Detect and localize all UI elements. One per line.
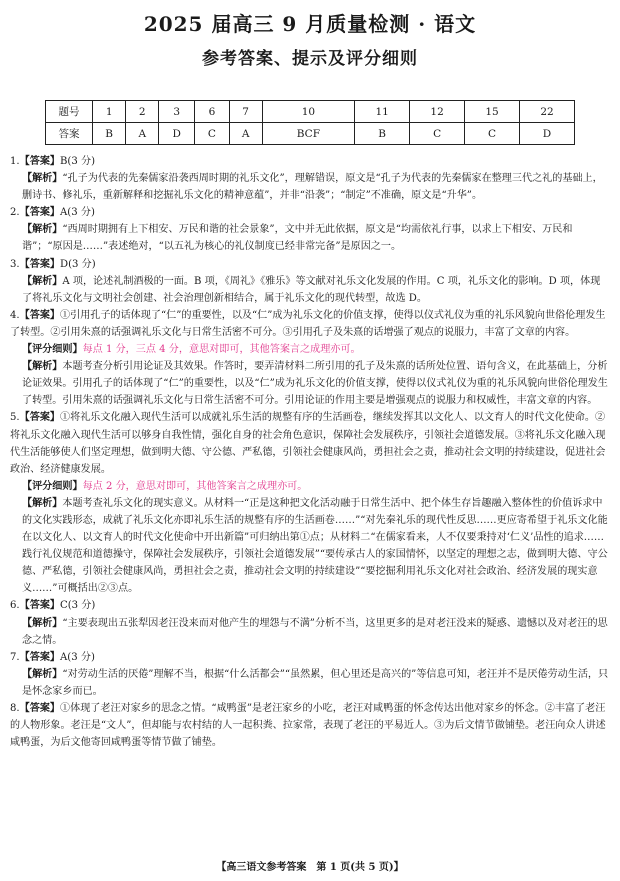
answer-line bbox=[10, 204, 610, 221]
answer-cell: B bbox=[93, 123, 126, 145]
row-label-answer: 答案 bbox=[46, 123, 93, 145]
answer-table-number-row bbox=[46, 101, 575, 123]
question-number-label: 3. bbox=[10, 258, 20, 270]
section-tag: 【答案】 bbox=[19, 309, 61, 321]
section-text: ①引用孔子的话体现了“仁”的重要性，以及“仁”成为礼乐文化的价值支撑，使得以仪式礼仪为重的礼乐风貌向世俗伦理发生了转型。②引用朱熹的话强调礼乐文化与日常生活密不可分。③引用孔子及朱熹的话增强了观点的说服力，丰富了文章的内容。 bbox=[10, 309, 606, 338]
question-number: 15 bbox=[465, 101, 520, 123]
question-number-label: 1. bbox=[10, 156, 20, 167]
explanation-paragraph bbox=[10, 341, 610, 358]
question-number-label: 8. bbox=[10, 703, 20, 714]
section-text: B(3 分) bbox=[60, 156, 96, 167]
section-tag: 【解析】 bbox=[22, 224, 63, 236]
page-subtitle: 参考答案、提示及评分细则 bbox=[202, 49, 418, 69]
answer-cell: D bbox=[520, 123, 575, 145]
question-number: 6 bbox=[195, 101, 230, 123]
answer-line bbox=[10, 409, 610, 477]
question-number-label: 2. bbox=[10, 207, 20, 219]
page-title: 2025 届高三 9 月质量检测 · 语文 bbox=[143, 12, 477, 36]
section-tag: 【解析】 bbox=[22, 275, 63, 287]
section-tag: 【答案】 bbox=[19, 258, 61, 270]
page-footer: 【高三语文参考答案 第 1 页(共 5 页)】 bbox=[216, 862, 404, 873]
answer-explanations bbox=[10, 153, 610, 751]
question-number: 2 bbox=[126, 101, 159, 123]
section-text: ①将礼乐文化融入现代生活可以成就礼乐生活的规整有序的生活画卷，继续发挥其以文化人、以文育人的时代文化使命。②将礼乐文化融入现代生活可以够身自我性情，强化自身的社会角色意识，保障社会发展秩序，引领社会道德发展。③将礼乐文化融入现代生活能够使人们坚定理想，做到明大德、守公德、严私德，引领社会健康风尚，勇担社会之责，推动社会文明的持续建设，促进社会政治、经济健康发展。 bbox=[10, 412, 606, 475]
question-number: 10 bbox=[262, 101, 355, 123]
section-text: “孔子为代表的先秦儒家沿袭西周时期的礼乐文化”，理解错误，原文是“孔子为代表的先秦儒家在整理三代之礼的基础上，删诗书、修礼乐，重新解释和挖掘礼乐文化的精神意蕴”，并非“沿袭”；“制定”不准确，原文是“升华”。 bbox=[22, 173, 603, 202]
question-number: 3 bbox=[159, 101, 195, 123]
answer-cell: C bbox=[195, 123, 230, 145]
section-tag: 【解析】 bbox=[22, 617, 63, 629]
section-text: 每点 1 分，三点 4 分，意思对即可，其他答案言之成理亦可。 bbox=[82, 344, 361, 356]
answer-cell: C bbox=[465, 123, 520, 145]
answer-cell: B bbox=[355, 123, 410, 145]
explanation-paragraph bbox=[10, 666, 610, 700]
question-number: 1 bbox=[93, 101, 126, 123]
explanation-paragraph bbox=[10, 478, 610, 495]
section-text: “对劳动生活的厌倦”理解不当，根据“什么活都会”“虽然累，但心里还是高兴的”等信息可知，老汪并不是厌倦劳动生活，只是怀念家乡而已。 bbox=[22, 668, 609, 697]
section-text: C(3 分) bbox=[60, 600, 96, 612]
question-number: 11 bbox=[355, 101, 410, 123]
answer-table bbox=[45, 100, 575, 145]
explanation-paragraph bbox=[10, 273, 610, 307]
section-text: “西周时期拥有上下相安、万民和谐的社会景象”，文中并无此依据，原文是“均需依礼行事，以求上下相安、万民和谐”；“原因是……”表述绝对，“以五礼为核心的礼仪制度已经非常完备”是原因之一。 bbox=[22, 224, 573, 253]
answer-cell: A bbox=[229, 123, 262, 145]
section-text: A(3 分) bbox=[60, 651, 95, 663]
section-tag: 【答案】 bbox=[19, 651, 61, 663]
section-text: ①体现了老汪对家乡的思念之情。“咸鸭蛋”是老汪家乡的小吃，老汪对咸鸭蛋的怀念传达出他对家乡的怀念。②丰富了老汪的人物形象。老汪是“文人”，但却能与农村结的人一起积粪、拉家常，表现了老汪的平易近人。③为后文情节做铺垫。老汪向众人讲述咸鸭蛋，为后文他寄回咸鸭蛋等情节做了铺垫。 bbox=[10, 703, 606, 749]
answer-line bbox=[10, 649, 610, 666]
explanation-paragraph bbox=[10, 615, 610, 649]
section-text: D(3 分) bbox=[60, 258, 96, 270]
answer-line bbox=[10, 597, 610, 614]
section-tag: 【答案】 bbox=[19, 600, 61, 612]
question-number: 7 bbox=[229, 101, 262, 123]
answer-table-answer-row bbox=[46, 123, 575, 145]
question-number-label: 4. bbox=[10, 309, 20, 321]
explanation-paragraph bbox=[10, 495, 610, 598]
section-tag: 【评分细则】 bbox=[22, 344, 83, 356]
question-number: 22 bbox=[520, 101, 575, 123]
section-text: 本题考查礼乐文化的现实意义。从材料一“正是这种把文化活动融于日常生活中、把个体生存旨趣融入整体性的价值诉求中的文化实践形态，成就了礼乐文化亦即礼乐生活的规整有序的生活画卷……”“对先秦礼乐的现代性反思……更应寄希望于礼乐文化能在以文化人、以文育人的时代文化使命中开出新篇”可归纳出第①点；从材料二“在儒家看来，人不仅要秉持对‘仁义’品性的追求……践行礼仪规范和道德操守，保障社会发展秩序，引领社会道德发展”“要传承古人的家国情怀，以坚定的理想之志，做到明大德、守公德、严私德，引领社会健康风尚，勇担社会之责，推动社会文明的持续建设”“要挖掘利用礼乐文化对社会政治、经济发展的现实意义……”可概括出②③点。 bbox=[22, 497, 608, 595]
section-tag: 【解析】 bbox=[22, 173, 63, 185]
section-tag: 【答案】 bbox=[19, 156, 61, 167]
answer-cell: D bbox=[159, 123, 195, 145]
answer-line bbox=[10, 700, 610, 751]
section-tag: 【解析】 bbox=[22, 497, 63, 509]
explanation-paragraph bbox=[10, 221, 610, 255]
explanation-paragraph bbox=[10, 170, 610, 204]
row-label-question: 题号 bbox=[46, 101, 93, 123]
answer-cell: C bbox=[410, 123, 465, 145]
answer-line bbox=[10, 153, 610, 170]
question-number-label: 6. bbox=[10, 600, 20, 612]
section-tag: 【答案】 bbox=[19, 412, 61, 424]
question-number: 12 bbox=[410, 101, 465, 123]
explanation-paragraph bbox=[10, 358, 610, 409]
section-tag: 【答案】 bbox=[19, 207, 61, 219]
section-tag: 【解析】 bbox=[22, 361, 63, 373]
section-tag: 【解析】 bbox=[22, 668, 63, 680]
section-text: 本题考查分析引用论证及其效果。作答时，要弄清材料二所引用的孔子及朱熹的话所处位置、语句含义，在此基础上，分析论证效果。引用孔子的话体现了“仁”的重要性，以及“仁”成为礼乐文化的价值支撑，使得以仪式礼仪为重的礼乐风貌向世俗伦理发生了转型。引用朱熹的话强调礼乐文化与日常生活密不可分。引用论证的作用主要是增强观点的说服力和权威性，丰富文章的内容。 bbox=[22, 361, 608, 407]
answer-cell: BCF bbox=[262, 123, 355, 145]
question-number-label: 5. bbox=[10, 412, 20, 424]
section-text: A 项，论述礼制酒极的一面。B 项，《周礼》《雅乐》等文献对礼乐文化发展的作用。C 项，礼乐文化的影响。D 项，体现了将礼乐文化与文明社会创建、社会治理创新相结合，属于礼乐文化的现代转型，故选 D。 bbox=[22, 275, 601, 304]
section-text: 每点 2 分，意思对即可，其他答案言之成理亦可。 bbox=[82, 480, 308, 492]
section-tag: 【评分细则】 bbox=[22, 480, 83, 492]
question-number-label: 7. bbox=[10, 651, 20, 663]
section-text: A(3 分) bbox=[60, 207, 95, 219]
answer-cell: A bbox=[126, 123, 159, 145]
section-tag: 【答案】 bbox=[19, 703, 61, 714]
answer-line bbox=[10, 307, 610, 341]
answer-line bbox=[10, 256, 610, 273]
section-text: “主要表现出五张犁因老汪没来而对他产生的埋怨与不满”分析不当，这里更多的是对老汪没来的疑惑、遗憾以及对老汪的思念之情。 bbox=[22, 617, 608, 646]
